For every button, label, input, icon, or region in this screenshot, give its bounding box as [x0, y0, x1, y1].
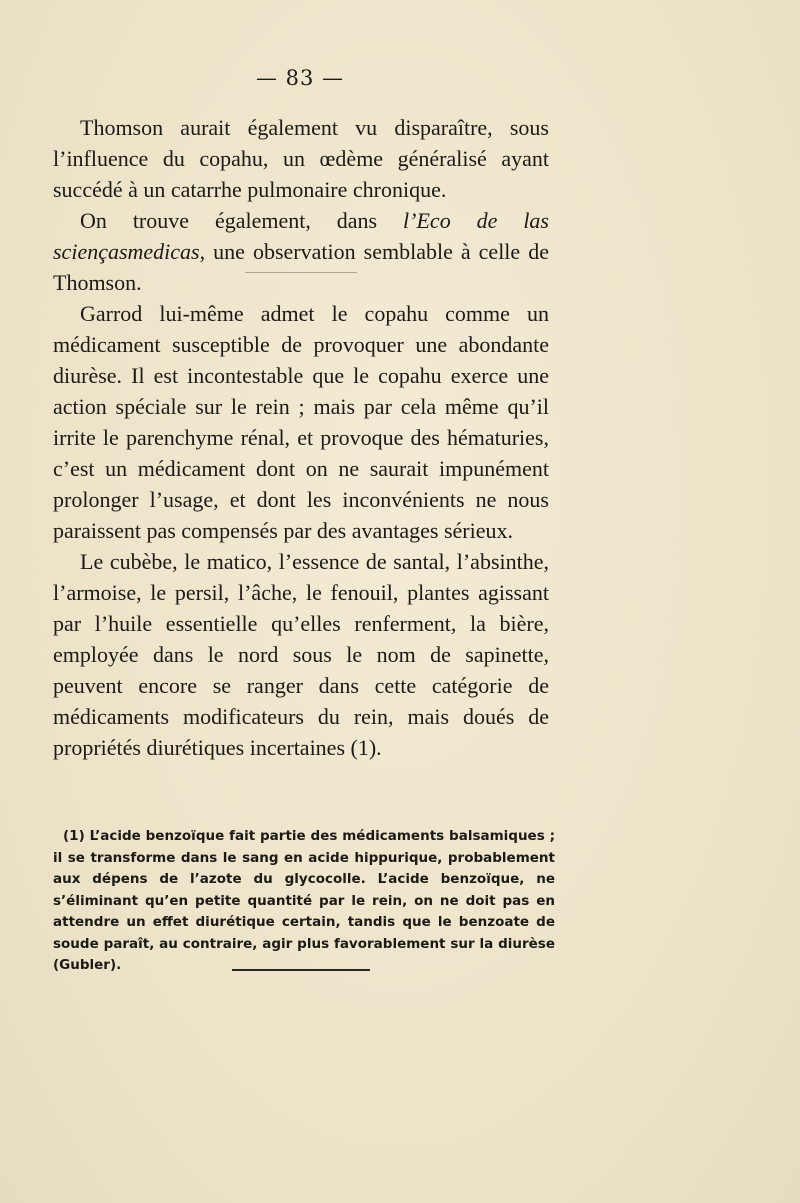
short-rule — [245, 272, 357, 273]
paragraph-eco-after: , une observation semblable à celle de Thomson. — [53, 239, 549, 295]
paragraph-eco — [53, 205, 549, 298]
paragraph-thomson: Thomson aurait également vu disparaître, sous l’influence du copahu, un œdème généralisé ayant succédé à un catarrhe pulmonaire chronique. — [53, 115, 549, 202]
paragraph-cubebe: Le cubèbe, le matico, l’essence de santal, l’absinthe, l’armoise, le persil, l’âche, le fenouil, plantes agissant par l’huile essentielle qu’elles renferment, la bière, employée dans le nord sous le nom de sapinette, peuvent encore se ranger dans cette catégorie de médicaments modificateurs du rein, mais doués de propriétés diurétiques incertaines (1). — [53, 549, 549, 760]
paragraph-eco-before: On trouve également, dans — [80, 208, 404, 233]
bottom-rule — [232, 969, 370, 971]
footnote: (1) L’acide benzoïque fait partie des médicaments balsamiques ; il se transforme dans le sang en acide hippurique, probablement aux dépens de l’azote du glycocolle. L’acide benzoïque, ne s’éliminant qu’en petite quantité par le rein, on ne doit pas en attendre un effet diurétique certain, tandis que le benzoate de soude paraît, au contraire, agir plus favorablement sur la diurèse (Gubler). — [53, 828, 555, 973]
page-number: — 83 — — [255, 66, 345, 90]
paragraph-garrod: Garrod lui-même admet le copahu comme un médicament susceptible de provoquer une abondante diurèse. Il est incontestable que le copahu exerce une action spéciale sur le rein ; mais par cela même qu’il irrite le parenchyme rénal, et provoque des hématuries, c’est un médicament dont on ne saurait impunément prolonger l’usage, et dont les inconvénients ne nous paraissent pas compensés par des avantages sérieux. — [53, 301, 549, 543]
journal-title: l’Eco de las sciençasmedicas — [53, 208, 549, 264]
body-text — [53, 112, 549, 763]
